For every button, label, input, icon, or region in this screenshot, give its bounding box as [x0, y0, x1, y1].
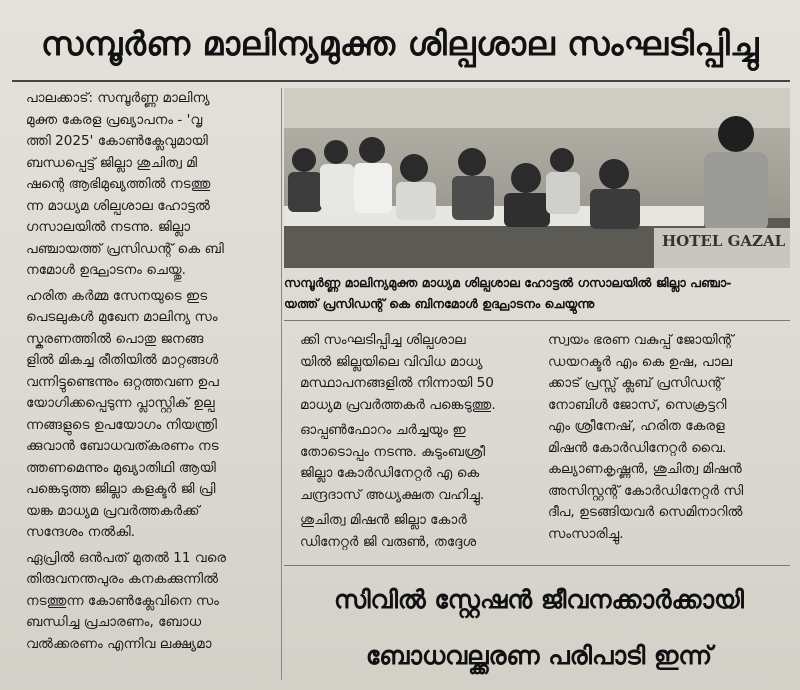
headline-line: ബോധവല്ക്കരണ പരിപാടി ഇന്ന്	[365, 641, 713, 670]
text-line: വന്നിട്ടുണ്ടെന്നും ഒറ്റത്തവണ ഉപ	[26, 373, 219, 390]
text-line: പെടലുകൾ മുഖേന മാലിന്യ സം	[26, 309, 218, 325]
article-column-3	[548, 330, 788, 549]
text-line: നടത്തുന്ന കോൺക്ലേവിനെ സം	[26, 592, 219, 609]
text-line: സ്വയം ഭരണ വകുപ്പ് ജോയിന്റ്	[548, 332, 734, 348]
main-headline: സമ്പൂർണ മാലിന്യമുക്ത ശില്പശാല സംഘടിപ്പിച്ചു	[41, 24, 759, 63]
column-divider	[281, 88, 282, 680]
text-line: ചന്ദ്രദാസ് അധ്യക്ഷത വഹിച്ചു.	[300, 486, 485, 503]
article-column-1	[12, 88, 278, 659]
text-line: യങ്ക മാധ്യമ പ്രവർത്തകർക്ക്	[26, 502, 200, 519]
paragraph-1	[548, 330, 788, 545]
caption-rule	[284, 320, 790, 321]
text-line: ത്തി 2025' കോൺക്ലേവുമായി	[26, 133, 208, 149]
text-line: ത്തണമെന്നും മുഖ്യാതിഥി ആയി	[26, 459, 216, 476]
text-line: നമോൾ ഉദ്ഘാടനം ചെയ്തു.	[26, 262, 186, 278]
text-line: മാധ്യമ പ്രവർത്തകർ പങ്കെടുത്തു.	[300, 396, 496, 413]
paragraph-3	[12, 548, 278, 656]
news-photo	[284, 88, 790, 268]
text-line: മസ്ഥാപനങ്ങളിൽ നിന്നായി 50	[300, 375, 494, 391]
text-line: ബന്ധിച്ച പ്രചാരണം, ബോധ	[26, 614, 202, 630]
headline-line: സിവിൽ സ്റ്റേഷൻ ജീവനക്കാർക്കായി	[334, 585, 744, 614]
text-line: ഷന്റെ ആഭിമുഖ്യത്തിൽ നടത്തു	[26, 176, 211, 192]
paragraph-1	[286, 330, 536, 416]
text-line: ഡയറക്ടർ എം കെ ഉഷ, പാല	[548, 353, 733, 370]
text-line: ജില്ലാ കോർഡിനേറ്റർ എ കെ	[300, 465, 480, 481]
headline-rule	[12, 80, 790, 82]
text-line: ളിൽ മികച്ച രീതിയിൽ മാറ്റങ്ങൾ	[26, 352, 219, 368]
text-line: ഡിനേറ്റർ ജി വരുൺ, തദ്ദേശ	[300, 533, 477, 550]
text-line: യോഗിക്കപ്പെടുന്ന പ്ലാസ്റ്റിക് ഉല്പ	[26, 395, 215, 411]
text-line: തിരുവനന്തപുരം കനകക്കുന്നിൽ	[26, 571, 219, 587]
text-line: തോടൊപ്പം നടന്നു. കുടുംബശ്രീ	[300, 443, 486, 460]
caption-line: യത്ത് പ്രസിഡന്റ് കെ ബിനമോൾ ഉദ്ഘാടനം ചെയ്യുന്നു	[284, 296, 595, 311]
text-line: ബന്ധപ്പെട്ട് ജില്ലാ ശുചിത്വ മി	[26, 154, 198, 171]
paragraph-2	[286, 420, 536, 506]
text-line: മിഷൻ കോർഡിനേറ്റർ വൈ.	[548, 439, 727, 456]
text-line: പഞ്ചായത്ത് പ്രസിഡന്റ് കെ ബി	[26, 240, 224, 257]
caption-line: സമ്പൂർണ്ണ മാലിന്യമുക്ത മാധ്യമ ശില്പശാല ഹോട്ടൽ ഗസാലയിൽ ജില്ലാ പഞ്ചാ-	[284, 275, 732, 290]
text-line: ന്ന മാധ്യമ ശില്പശാല ഹോട്ടൽ	[26, 197, 211, 214]
text-line: ഹരിത കർമ്മ സേനയുടെ ഇട	[26, 287, 208, 304]
text-line: സന്ദേശം നൽകി.	[26, 524, 136, 540]
text-line: ശുചിത്വ മിഷൻ ജില്ലാ കോർ	[300, 512, 467, 528]
text-line: നോബിൾ ജോസ്, സെക്രട്ടറി	[548, 396, 727, 413]
second-headline	[284, 572, 794, 684]
text-line: ഗസാലയിൽ നടന്നു. ജില്ലാ	[26, 219, 191, 235]
text-line: എം ശ്രീനേഷ്, ഹരിത കേരള	[548, 418, 725, 434]
text-line: മുക്ത കേരള പ്രഖ്യാപനം - 'വൃ	[26, 111, 203, 128]
event-photo-illustration	[284, 88, 790, 268]
text-line: ക്കാട് പ്രസ്സ് ക്ലബ് പ്രസിഡന്റ്	[548, 375, 724, 391]
text-line: ന്നങ്ങളുടെ ഉപയോഗം നിയന്ത്രി	[26, 416, 218, 433]
photo-banner-text: HOTEL GAZAL	[662, 232, 786, 250]
paragraph-3	[286, 510, 536, 553]
text-line: പങ്കെടുത്ത ജില്ലാ കളക്ടർ ജി പ്രി	[26, 481, 216, 497]
text-line: ദീപ, ഉടങ്ങിയവർ സെമിനാറിൽ	[548, 504, 743, 520]
photo-caption	[284, 272, 790, 314]
paragraph-2	[12, 286, 278, 544]
text-line: സംസാരിച്ചു.	[548, 525, 624, 542]
text-line: ക്കുവാൻ ബോധവത്കരണം നട	[26, 438, 219, 454]
text-line: വൽക്കരണം എന്നിവ ലക്ഷ്യമാ	[26, 635, 212, 652]
text-line: പാലക്കാട്: സമ്പൂർണ്ണ മാലിന്യ	[26, 90, 210, 106]
text-line: അസിസ്റ്റന്റ് കോർഡിനേറ്റർ സി	[548, 482, 744, 499]
text-line: ക്കി സംഘടിപ്പിച്ച ശില്പശാല	[300, 332, 466, 348]
article-separator	[284, 565, 790, 566]
text-line: കല്യാണകൃഷ്ണൻ, ശുചിത്വ മിഷൻ	[548, 461, 742, 477]
text-line: സ്കരണത്തിൽ പൊതു ജനങ്ങ	[26, 330, 204, 347]
paragraph-1	[12, 88, 278, 282]
article-column-2	[286, 330, 536, 557]
text-line: ഏപ്രിൽ ഒൻപത് മുതൽ 11 വരെ	[26, 549, 227, 566]
text-line: യിൽ ജില്ലയിലെ വിവിധ മാധ്യ	[300, 353, 483, 370]
text-line: ഓപ്പൺഫോറം ചർച്ചയും ഇ	[300, 422, 466, 438]
